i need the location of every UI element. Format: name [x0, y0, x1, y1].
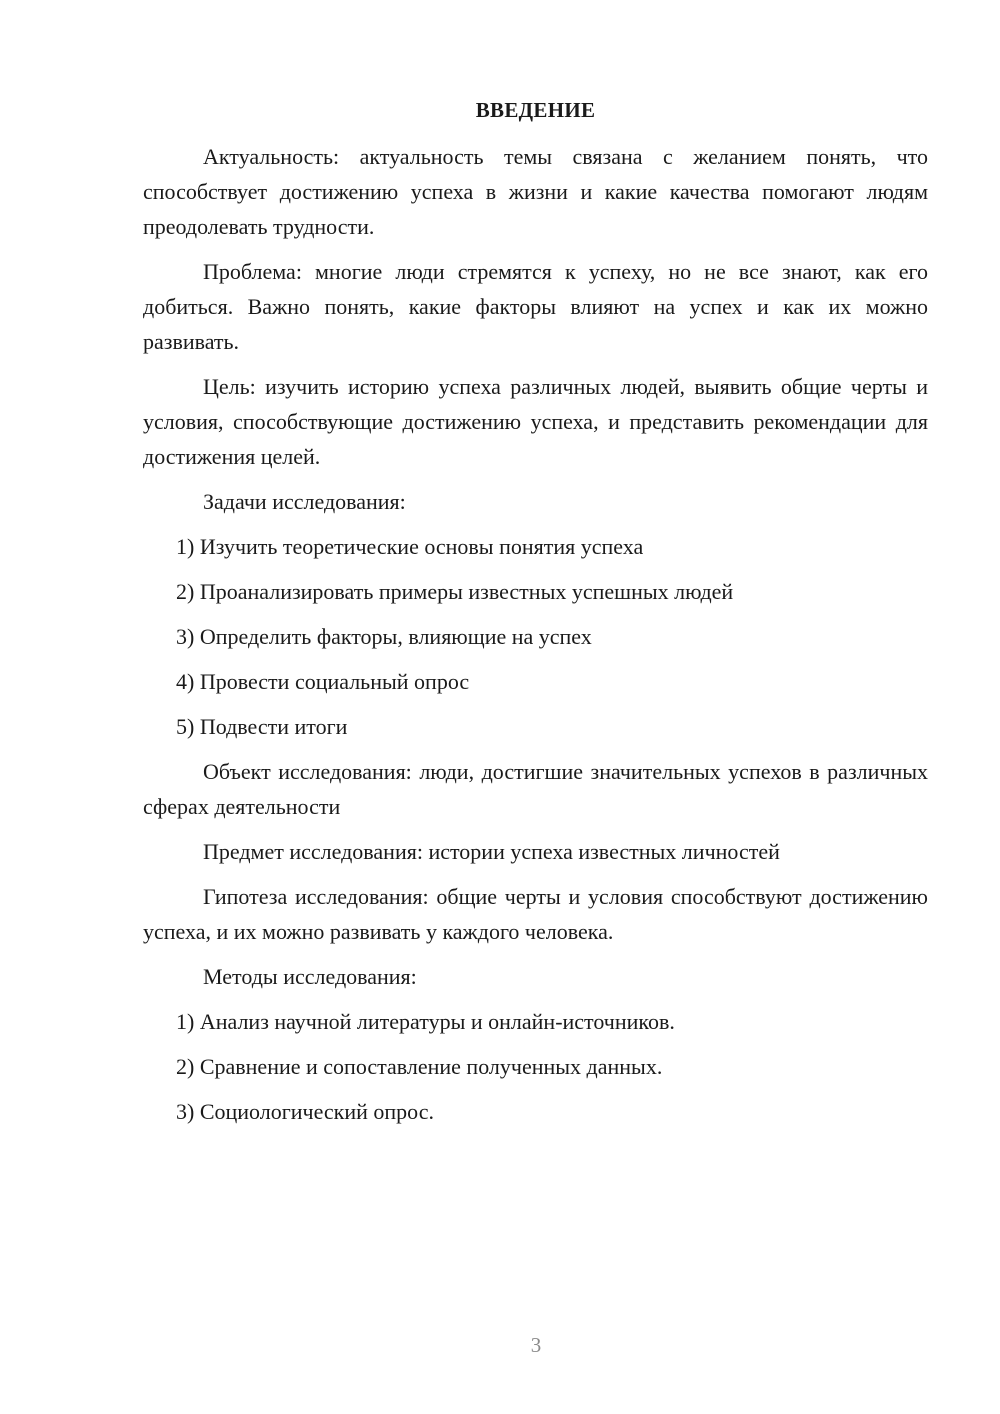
methods-heading: Методы исследования:	[203, 964, 417, 989]
subject-paragraph: Предмет исследования: истории успеха известных личностей	[203, 839, 780, 864]
hypothesis-paragraph: Гипотеза исследования: общие черты и условия способствуют достижению успеха, и их можно развивать у каждого человека.	[143, 884, 928, 944]
list-item: 1) Изучить теоретические основы понятия успеха	[176, 534, 644, 559]
list-item: 3) Определить факторы, влияющие на успех	[176, 624, 592, 649]
page-content	[143, 90, 928, 1139]
list-item: 4) Провести социальный опрос	[176, 669, 470, 694]
page-number: 3	[530, 1333, 542, 1357]
tasks-heading: Задачи исследования:	[203, 489, 406, 514]
list-item: 2) Проанализировать примеры известных успешных людей	[176, 579, 734, 604]
list-item: 5) Подвести итоги	[176, 714, 348, 739]
relevance-paragraph: Актуальность: актуальность темы связана с желанием понять, что способствует достижению успеха в жизни и какие качества помогают людям преодолевать трудности.	[143, 144, 928, 239]
list-item: 3) Социологический опрос.	[176, 1099, 434, 1124]
problem-paragraph: Проблема: многие люди стремятся к успеху, но не все знают, как его добиться. Важно понять, какие факторы влияют на успех и как их можно развивать.	[143, 259, 928, 354]
list-item: 1) Анализ научной литературы и онлайн-источников.	[176, 1009, 675, 1034]
section-heading: ВВЕДЕНИЕ	[475, 98, 596, 122]
goal-paragraph: Цель: изучить историю успеха различных людей, выявить общие черты и условия, способствующие достижению успеха, и представить рекомендации для достижения целей.	[143, 374, 928, 469]
list-item: 2) Сравнение и сопоставление полученных данных.	[176, 1054, 663, 1079]
methods-list	[143, 1004, 928, 1129]
tasks-list	[143, 529, 928, 744]
object-paragraph: Объект исследования: люди, достигшие значительных успехов в различных сферах деятельности	[143, 759, 928, 819]
